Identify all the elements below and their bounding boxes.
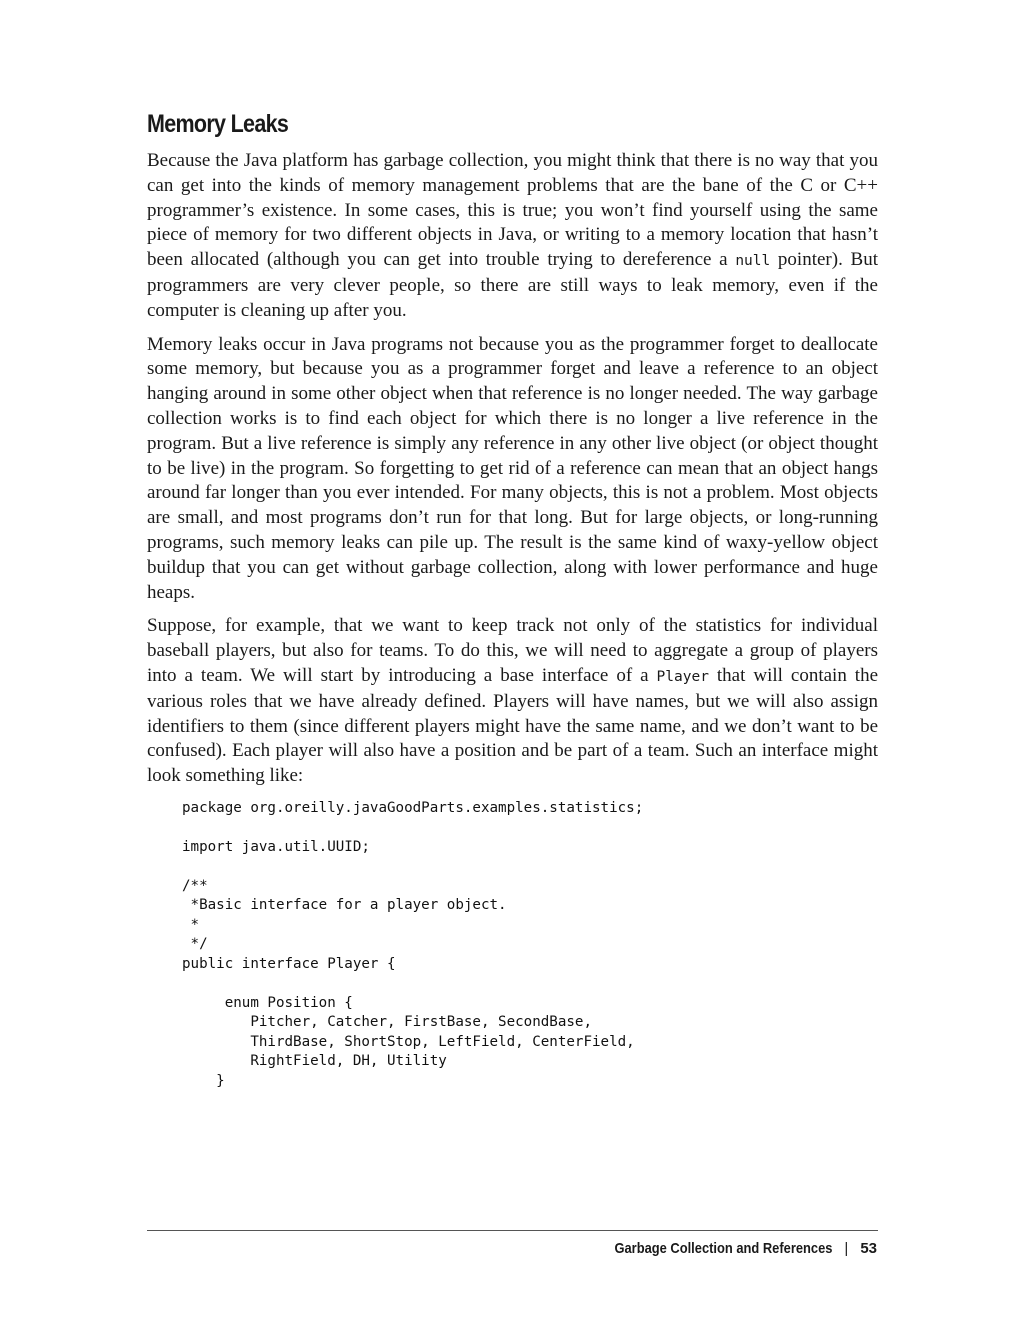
paragraph-1-text-a: Because the Java platform has garbage collection, you might think that there is no way that you can get into the kinds of memory management problems that are the bane of the C or C++ programmer’s existence. In some cases, this is true; you won’t find yourself using the same piece of memory for two different objects in Java, or writing to a memory location that hasn’t been allocated (although you can get into trouble trying to dereference a [147, 150, 878, 271]
paragraph-3 [147, 614, 878, 789]
inline-code-player: Player [656, 668, 709, 685]
paragraph-2: Memory leaks occur in Java programs not because you as the programmer forget to deallocate some memory, but because you as a programmer forget and leave a reference to an object hanging around in some other object when that reference is no longer needed. The way garbage collection works is to find each object for which there is no longer a live reference in the program. But a live reference is simply any reference in any other live object (or object thought to be live) in the program. So forgetting to get rid of a reference can mean that an object hangs around far longer than you ever intended. For many objects, this is not a problem. Most objects are small, and most programs don’t run for that long. But for large objects, or long-running programs, such memory leaks can pile up. The result is the same kind of waxy-yellow object buildup that you can get without garbage collection, along with lower performance and huge heaps. [147, 333, 878, 603]
page-body [147, 110, 878, 1091]
paragraph-3-text-b: that will contain the various roles that we have already defined. Players will have names, but we will also assign identifiers to them (since different players might have the same name, and we don’t want to be confused). Each player will also have a position and be part of a team. Such an interface might look something like: [147, 664, 879, 787]
code-listing: package org.oreilly.javaGoodParts.examples.statistics; import java.util.UUID; /** *Basic interface for a player object. * */ public interface Player { enum Position { Pitcher, Catcher, FirstBase, SecondBase, ThirdBase, ShortStop, LeftField, CenterField, RightField, DH, Utility } [182, 799, 644, 1089]
footer-chapter-title: Garbage Collection and References [614, 1240, 833, 1257]
page-footer [579, 1240, 877, 1257]
footer-separator: | [844, 1240, 849, 1257]
paragraph-1 [147, 149, 878, 324]
inline-code-null: null [735, 253, 771, 270]
paragraph-3-text-a: Suppose, for example, that we want to keep track not only of the statistics for individual baseball players, but also for teams. To do this, we will need to aggregate a group of players into a team. We will start by introducing a base interface of a [147, 615, 878, 686]
paragraph-1-text-b: pointer). But programmers are very clever people, so there are still ways to leak memory, even if the computer is cleaning up after you. [147, 249, 878, 321]
footer-divider [147, 1230, 878, 1231]
section-heading: Memory Leaks [147, 110, 289, 138]
page-number: 53 [860, 1240, 877, 1257]
